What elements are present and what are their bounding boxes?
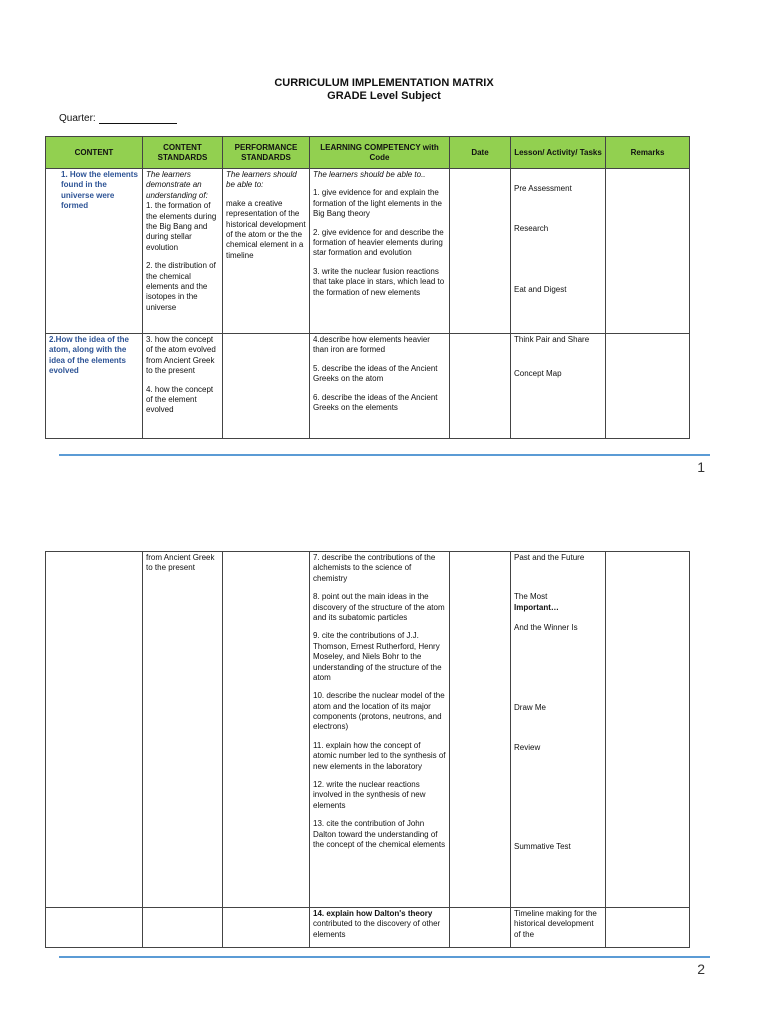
lesson-item: Draw Me bbox=[514, 702, 547, 712]
lesson-item: Think Pair and Share bbox=[514, 335, 590, 344]
lesson-item: And the Winner Is bbox=[514, 623, 578, 633]
lc-item: 4.describe how elements heavier than iron are formed bbox=[313, 335, 430, 355]
lesson-item: Review bbox=[514, 742, 541, 752]
lc-item: 12. write the nuclear reactions involved in the synthesis of new elements bbox=[313, 780, 426, 810]
page-divider-line bbox=[59, 454, 710, 456]
table-header-row bbox=[46, 137, 690, 169]
performance-standards-cell bbox=[223, 334, 310, 439]
column-header-performance-standards: PERFORMANCE STANDARDS bbox=[223, 137, 310, 169]
lesson-item: Summative Test bbox=[514, 842, 571, 852]
table-row bbox=[46, 334, 690, 439]
cs-item: 3. how the concept of the atom evolved from Ancient Greek to the present bbox=[146, 335, 216, 376]
lc-item: 6. describe the ideas of the Ancient Greeks on the elements bbox=[313, 392, 438, 412]
page-number: 1 bbox=[697, 459, 705, 475]
learning-competency-cell bbox=[310, 334, 450, 439]
lc-item bbox=[313, 909, 446, 940]
lc-item-bold: 14. explain how Dalton's theory bbox=[313, 909, 433, 918]
content-standards-cell bbox=[143, 908, 223, 948]
lesson-item: Timeline making for the historical development of the bbox=[514, 909, 597, 939]
document-subtitle: GRADE Level Subject bbox=[327, 90, 441, 102]
table-row bbox=[46, 169, 690, 334]
column-header-remarks: Remarks bbox=[606, 137, 690, 169]
date-cell bbox=[450, 908, 511, 948]
content-standards-cell bbox=[143, 334, 223, 439]
remarks-cell bbox=[606, 908, 690, 948]
lesson-item: Eat and Digest bbox=[514, 284, 567, 294]
learning-competency-cell bbox=[310, 552, 450, 908]
lc-item: 11. explain how the concept of atomic number led to the synthesis of new elements in the laboratory bbox=[313, 740, 446, 771]
ps-intro: The learners should be able to: bbox=[226, 170, 297, 190]
matrix-table-page-1 bbox=[45, 136, 690, 439]
cs-item: 2. the distribution of the chemical elements and the isotopes in the universe bbox=[146, 261, 216, 312]
lc-item: 2. give evidence for and describe the formation of heavier elements during star formation and evolution bbox=[313, 227, 444, 258]
content-cell bbox=[46, 334, 143, 439]
column-header-date: Date bbox=[450, 137, 511, 169]
table-row bbox=[46, 552, 690, 908]
quarter-field bbox=[59, 113, 177, 124]
cs-item: 1. the formation of the elements during the Big Bang and during stellar evolution bbox=[146, 201, 217, 252]
column-header-learning-competency: LEARNING COMPETENCY with Code bbox=[310, 137, 450, 169]
page-number: 2 bbox=[697, 961, 705, 977]
content-text: 2.How the idea of the atom, along with the idea of the elements evolved bbox=[49, 335, 130, 376]
content-cell bbox=[46, 169, 143, 334]
lc-item: 5. describe the ideas of the Ancient Greeks on the atom bbox=[313, 363, 438, 384]
lesson-cell bbox=[511, 908, 606, 948]
column-header-content: CONTENT bbox=[46, 137, 143, 169]
remarks-cell bbox=[606, 169, 690, 334]
quarter-blank-line bbox=[99, 114, 177, 124]
table-row bbox=[46, 908, 690, 948]
date-cell bbox=[450, 169, 511, 334]
column-header-lesson: Lesson/ Activity/ Tasks bbox=[511, 137, 606, 169]
lesson-item: Concept Map bbox=[514, 369, 562, 379]
lc-item: 3. write the nuclear fusion reactions that take place in stars, which lead to the formation of new elements bbox=[313, 266, 445, 297]
content-standards-cell bbox=[143, 552, 223, 908]
performance-standards-cell bbox=[223, 552, 310, 908]
ps-item: make a creative representation of the historical development of the atom or the the chemical element in a timeline bbox=[226, 198, 306, 260]
date-cell bbox=[450, 334, 511, 439]
column-header-content-standards: CONTENT STANDARDS bbox=[143, 137, 223, 169]
performance-standards-cell bbox=[223, 169, 310, 334]
content-cell bbox=[46, 908, 143, 948]
lc-item: 13. cite the contribution of John Dalton toward the understanding of the concept of the chemical elements bbox=[313, 819, 446, 849]
lesson-cell bbox=[511, 334, 606, 439]
cs-item: 4. how the concept of the element evolved bbox=[146, 384, 214, 415]
lc-intro: The learners should be able to.. bbox=[313, 170, 426, 179]
content-standards-cell bbox=[143, 169, 223, 334]
lesson-cell bbox=[511, 169, 606, 334]
cs-intro: The learners demonstrate an understanding of: bbox=[146, 170, 208, 200]
quarter-label: Quarter: bbox=[59, 113, 96, 124]
lc-item: 9. cite the contributions of J.J. Thomson, Ernest Rutherford, Henry Moseley, and Niels Bohr to the understanding of the structure of the atom bbox=[313, 631, 442, 682]
content-text: 1. How the elements found in the universe were formed bbox=[61, 170, 138, 211]
lc-item: 8. point out the main ideas in the discovery of the structure of the atom and its subatomic particles bbox=[313, 592, 445, 622]
learning-competency-cell bbox=[310, 908, 450, 948]
lesson-item: The Most bbox=[514, 592, 548, 602]
matrix-table-page-2 bbox=[45, 551, 690, 948]
cs-item: from Ancient Greek to the present bbox=[146, 553, 215, 573]
date-cell bbox=[450, 552, 511, 908]
lc-item: 1. give evidence for and explain the formation of the light elements in the Big Bang theory bbox=[313, 188, 442, 219]
learning-competency-cell bbox=[310, 169, 450, 334]
lesson-item: Important… bbox=[514, 602, 559, 612]
lesson-item: Pre Assessment bbox=[514, 184, 572, 193]
lc-item-rest: contributed to the discovery of other elements bbox=[313, 919, 441, 939]
lesson-cell bbox=[511, 552, 606, 908]
page-divider-line bbox=[59, 956, 710, 958]
content-cell bbox=[46, 552, 143, 908]
remarks-cell bbox=[606, 334, 690, 439]
lesson-item: Past and the Future bbox=[514, 553, 585, 562]
document-title: CURRICULUM IMPLEMENTATION MATRIX bbox=[274, 77, 494, 89]
performance-standards-cell bbox=[223, 908, 310, 948]
lc-item: 10. describe the nuclear model of the atom and the location of its major components (protons, neutrons, and electrons) bbox=[313, 691, 445, 732]
lesson-item: Research bbox=[514, 224, 549, 234]
lc-item: 7. describe the contributions of the alchemists to the science of chemistry bbox=[313, 553, 436, 583]
remarks-cell bbox=[606, 552, 690, 908]
